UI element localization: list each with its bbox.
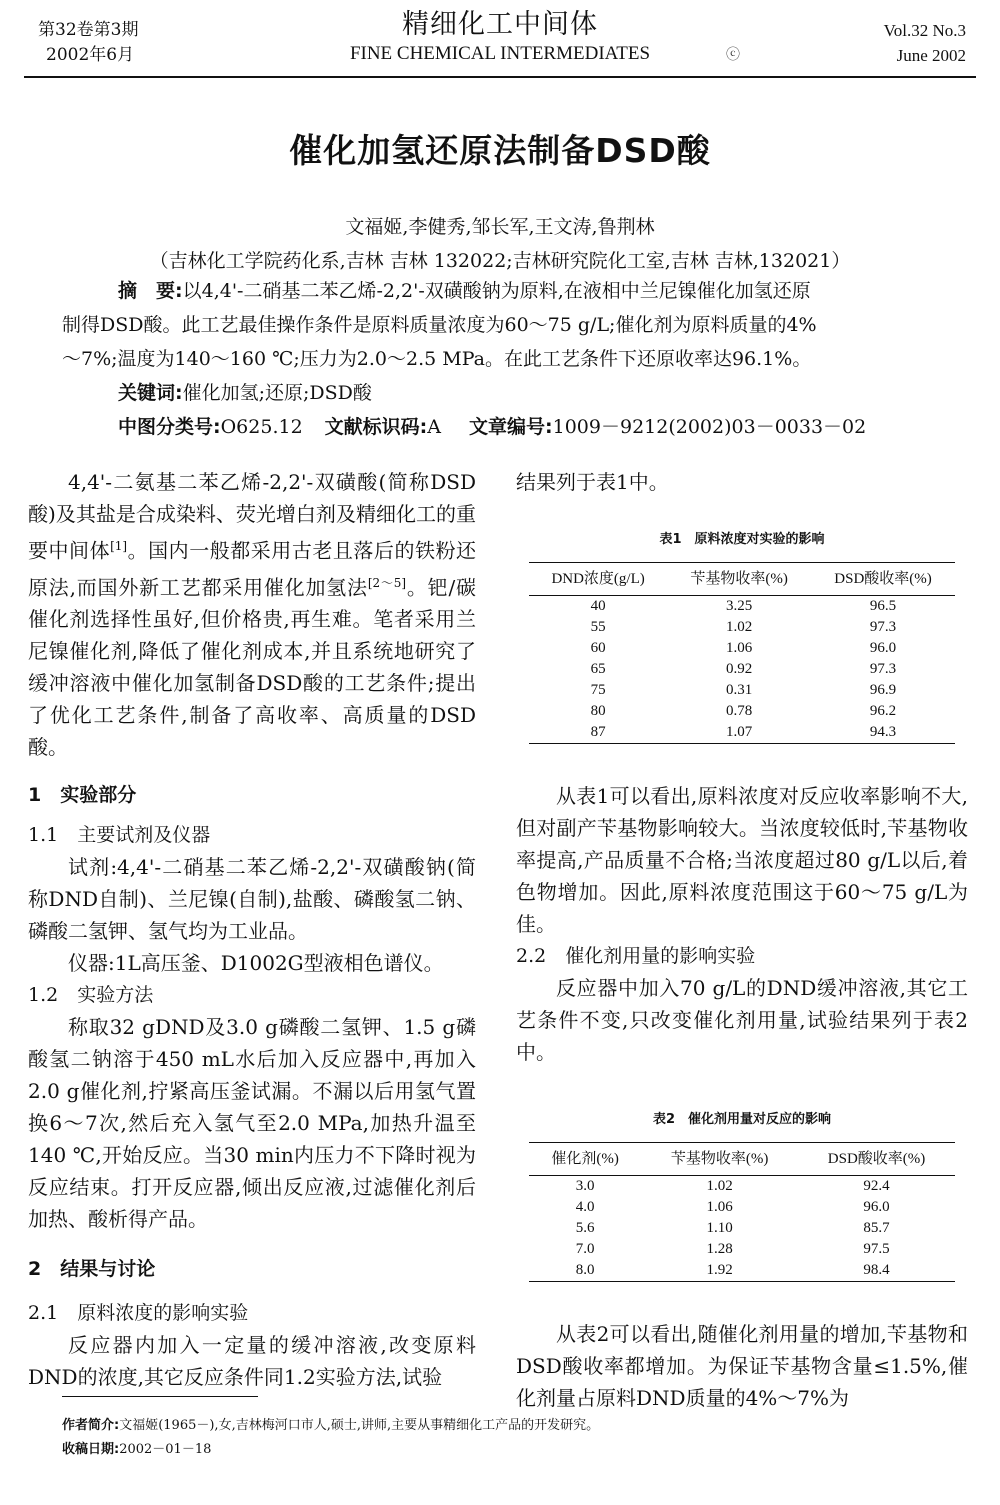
- volume-en: Vol.32 No.3: [883, 21, 966, 40]
- classification-line: 中图分类号:O625.12 文献标识码:A 文章编号:1009－9212(2002)03－0033－02: [118, 416, 867, 438]
- table-row: 7.0 1.28 97.5: [575, 1241, 890, 1257]
- instruments-paragraph: 仪器:1L高压釜、D1002G型液相色谱仪。: [68, 951, 444, 976]
- section-2-1-paragraph: 反应器内加入一定量的缓冲溶液,改变原料DND的浓度,其它反应条件同1.2实验方法,试验: [28, 1333, 476, 1390]
- table-header: DSD酸收率(%): [798, 1143, 955, 1176]
- issue-info-en: [884, 18, 966, 68]
- keywords: 催化加氢;还原;DSD酸: [182, 382, 372, 404]
- table-1-caption: 表1 原料浓度对实验的影响: [659, 532, 825, 547]
- abstract-label: 摘 要:: [118, 280, 183, 302]
- table-1: [529, 562, 955, 744]
- table-2-block: [516, 1104, 968, 1282]
- right-column: [516, 466, 968, 1414]
- copyright-mark-icon: ⓒ: [726, 47, 740, 63]
- section-2-heading: 2 结果与讨论: [28, 1258, 156, 1281]
- author-bio: 作者简介:文福姬(1965－),女,吉林梅河口市人,硕士,讲师,主要从事精细化工产品的开发研究。: [62, 1418, 600, 1433]
- table-row: 80 0.78 96.2: [590, 703, 897, 719]
- abstract-block: [62, 274, 942, 444]
- method-paragraph: 称取32 gDND及3.0 g磷酸二氢钾、1.5 g磷酸氢二钠溶于450 mL水后加入反应器中,再加入2.0 g催化剂,拧紧高压釜试漏。不漏以后用氢气置换6～7次,然后充入氢气至2.0 MPa,加热升温至140 ℃,开始反应。当30 min内压力不下降时视为反应结束。打开反应器,倾出反应液,过滤催化剂后加热、酸析得产品。: [28, 1015, 476, 1232]
- table-row: 5.6 1.10 85.7: [575, 1220, 890, 1236]
- left-column: [28, 466, 476, 1393]
- footnote-divider: [62, 1396, 258, 1397]
- date-cn: 2002年6月: [46, 45, 135, 65]
- journal-title-en: FINE CHEMICAL INTERMEDIATES: [349, 43, 651, 64]
- table-1-discussion: 从表1可以看出,原料浓度对反应收率影响不大,但对副产苄基物影响较大。当浓度较低时,苄基物收率提高,产品质量不合格;当浓度超过80 g/L以后,着色物增加。因此,原料浓度范围这于60～75 g/L为佳。: [516, 784, 968, 936]
- abstract-line-3: ～7%;温度为140～160 ℃;压力为2.0～2.5 MPa。在此工艺条件下还原收率达96.1%。: [62, 348, 812, 370]
- table-row: 55 1.02 97.3: [590, 619, 897, 635]
- section-1-1-heading: 1.1 主要试剂及仪器: [28, 824, 211, 847]
- table-header: DND浓度(g/L): [529, 563, 667, 596]
- abstract-line-2: 制得DSD酸。此工艺最佳操作条件是原料质量浓度为60～75 g/L;催化剂为原料质量的4%: [62, 314, 817, 336]
- article-title: 催化加氢还原法制备DSD酸: [289, 131, 711, 170]
- abstract-line-1: 摘 要:以4,4'-二硝基二苯乙烯-2,2'-双磺酸钠为原料,在液相中兰尼镍催化加氢还原: [118, 280, 811, 302]
- table-header: 苄基物收率(%): [667, 563, 811, 596]
- author-list: 文福姬,李健秀,邹长军,王文涛,鲁荆林: [345, 216, 655, 238]
- table-row: 40 3.25 96.5: [590, 598, 897, 614]
- section-1-2-heading: 1.2 实验方法: [28, 984, 154, 1007]
- table-header: 催化剂(%): [529, 1143, 641, 1176]
- keywords-label: 关键词:: [118, 382, 183, 404]
- reference-1: [1]: [110, 539, 128, 553]
- section-2-1-continuation: 结果列于表1中。: [516, 470, 669, 494]
- table-row: 60 1.06 96.0: [590, 640, 897, 656]
- clc-number: O625.12: [220, 416, 303, 438]
- table-row: 3.0 1.02 92.4: [575, 1178, 890, 1194]
- affiliation: （吉林化工学院药化系,吉林 吉林 132022;吉林研究院化工室,吉林 吉林,132021）: [149, 250, 851, 272]
- table-row: 4.0 1.06 96.0: [575, 1199, 890, 1215]
- reference-2-5: [2～5]: [367, 575, 407, 590]
- keywords-line: [62, 376, 942, 410]
- table-header: DSD酸收率(%): [811, 563, 955, 596]
- section-1-heading: 1 实验部分: [28, 784, 137, 807]
- header-divider: [24, 76, 976, 78]
- table-2: [529, 1142, 955, 1282]
- doc-code: A: [427, 416, 442, 438]
- table-1-block: [516, 524, 968, 744]
- article-number: 1009－9212(2002)03－0033－02: [552, 416, 867, 438]
- table-row: 8.0 1.92 98.4: [529, 1260, 955, 1282]
- footnote: [62, 1414, 599, 1462]
- received-date: 收稿日期:2002－01－18: [62, 1442, 212, 1457]
- reagents-paragraph: 试剂:4,4'-二硝基二苯乙烯-2,2'-双磺酸钠(简称DND自制)、兰尼镍(自制),盐酸、磷酸氢二钠、磷酸二氢钾、氢气均为工业品。: [28, 855, 476, 944]
- journal-masthead: [0, 8, 1000, 66]
- volume-cn: 第32卷第3期: [38, 20, 139, 40]
- table-row: 75 0.31 96.9: [590, 682, 897, 698]
- table-row: 65 0.92 97.3: [590, 661, 897, 677]
- table-2-discussion: 从表2可以看出,随催化剂用量的增加,苄基物和DSD酸收率都增加。为保证苄基物含量≤1.5%,催化剂量占原料DND质量的4%～7%为: [516, 1322, 968, 1410]
- section-2-1-heading: 2.1 原料浓度的影响实验: [28, 1302, 249, 1325]
- section-2-2-heading: 2.2 催化剂用量的影响实验: [516, 945, 756, 967]
- date-en: June 2002: [896, 46, 966, 65]
- table-row: 87 1.07 94.3: [529, 722, 955, 744]
- journal-title-cn: 精细化工中间体: [402, 9, 598, 40]
- section-2-2-paragraph: 反应器中加入70 g/L的DND缓冲溶液,其它工艺条件不变,只改变催化剂用量,试验结果列于表2中。: [516, 976, 968, 1064]
- table-2-caption: 表2 催化剂用量对反应的影响: [652, 1112, 832, 1127]
- table-header: 苄基物收率(%): [641, 1143, 798, 1176]
- intro-paragraph: 4,4'-二氨基二苯乙烯-2,2'-双磺酸(简称DSD酸)及其盐是合成染料、荧光增白剂及精细化工的重要中间体[1]。国内一般都采用古老且落后的铁粉还原法,而国外新工艺都采用催化加氢法[2～5]。钯/碳催化剂选择性虽好,但价格贵,再生难。笔者采用兰尼镍催化剂,降低了催化剂成本,并且系统地研究了缓冲溶液中催化加氢制备DSD酸的工艺条件;提出了优化工艺条件,制备了高收率、高质量的DSD酸。: [28, 470, 477, 760]
